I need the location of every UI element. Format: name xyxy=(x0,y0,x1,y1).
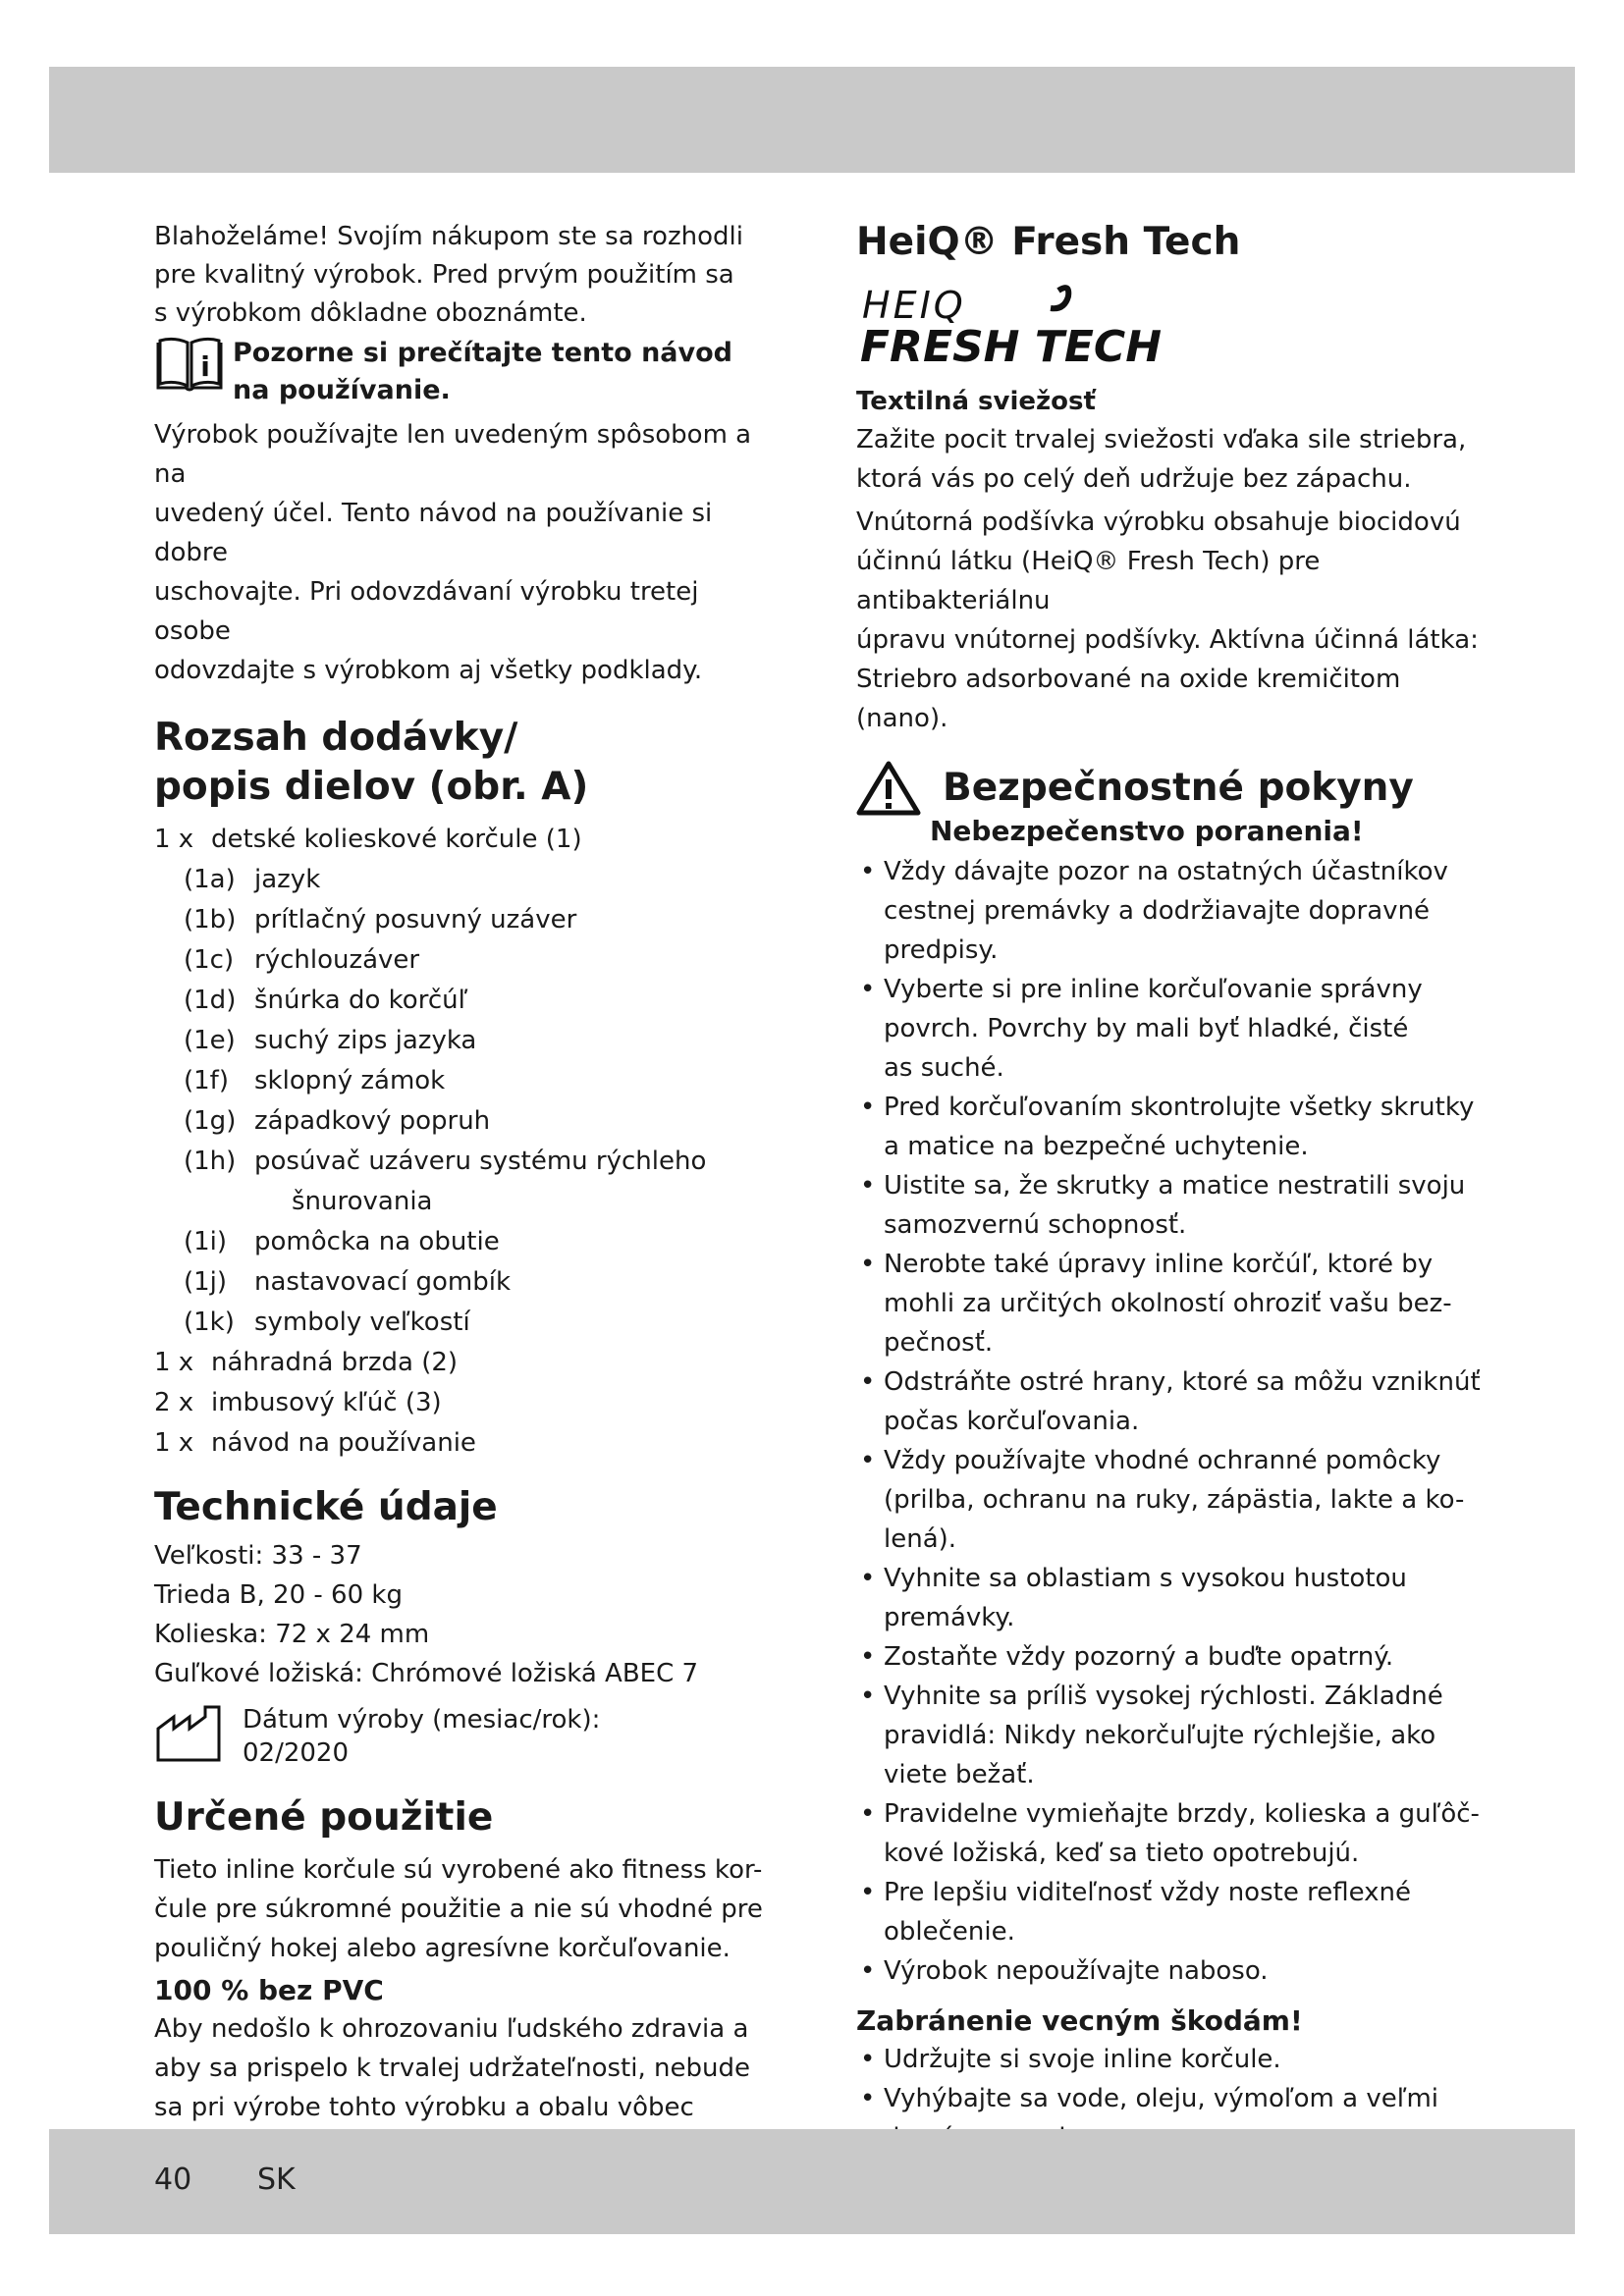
list-item: (1i) pomôcka na obutie xyxy=(184,1227,500,1256)
list-item: • Zostaňte vždy pozorný a buďte opatrný. xyxy=(856,1637,1494,1677)
list-item-continuation: šnurovania xyxy=(292,1187,433,1216)
manufacture-date xyxy=(154,1703,781,1770)
list-item: (1f) sklopný zámok xyxy=(184,1066,446,1095)
list-item: 1 x detské kolieskové korčule (1) xyxy=(154,825,582,854)
left-column xyxy=(154,218,781,2166)
safety-heading-row xyxy=(856,760,1494,817)
factory-icon xyxy=(154,1703,229,1764)
list-item: 1 x návod na používanie xyxy=(154,1428,476,1458)
damage-heading: Zabránenie vecným škodám! xyxy=(856,2004,1303,2037)
list-item: • Vyhnite sa oblastiam s vysokou hustotou premávky. xyxy=(856,1559,1494,1637)
lining-paragraph: Vnútorná podšívka výrobku obsahuje biocidovú účinnú látku (HeiQ® Fresh Tech) pre antibakteriálnu úpravu vnútornej podšívky. Aktívna účinná látka: Striebro adsorbované na oxide kremičitom (nano). xyxy=(856,507,1479,733)
list-item: • Pred korčuľovaním skontrolujte všetky skrutky a matice na bezpečné uchytenie. xyxy=(856,1088,1494,1166)
freshness-paragraph: Zažite pocit trvalej sviežosti vďaka sile striebra, ktorá vás po celý deň udržuje bez zápachu. xyxy=(856,425,1467,494)
list-item: (1a) jazyk xyxy=(184,865,321,894)
intended-use-heading: Určené použitie xyxy=(154,1795,494,1840)
tech-heading: Technické údaje xyxy=(154,1485,498,1529)
parts-list xyxy=(154,820,781,1464)
list-item: (1b) prítlačný posuvný uzáver xyxy=(184,905,577,934)
list-item: (1c) rýchlouzáver xyxy=(184,945,420,975)
list-item: • Vyhnite sa príliš vysokej rýchlosti. Základné pravidlá: Nikdy nekorčuľujte rýchlejšie, ako viete bežať. xyxy=(856,1677,1494,1794)
heiq-heading: HeiQ® Fresh Tech xyxy=(856,220,1241,264)
read-manual-notice xyxy=(154,335,781,409)
list-item: (1d) šnúrka do korčúľ xyxy=(184,986,468,1015)
list-item: (1e) suchý zips jazyka xyxy=(184,1026,477,1055)
heiq-fresh-tech-logo xyxy=(856,279,1249,369)
safety-heading: Bezpečnostné pokyny xyxy=(943,766,1414,810)
list-item: • Výrobok nepoužívajte naboso. xyxy=(856,1951,1494,1991)
list-item: (1j) nastavovací gombík xyxy=(184,1267,512,1297)
svg-text:i: i xyxy=(200,350,210,383)
svg-text:FRESH TECH: FRESH TECH xyxy=(860,322,1163,369)
list-item: 1 x náhradná brzda (2) xyxy=(154,1348,459,1377)
list-item: • Uistite sa, že skrutky a matice nestratili svoju samozvernú schopnosť. xyxy=(856,1166,1494,1245)
list-item: (1h) posúvač uzáveru systému rýchleho xyxy=(184,1147,707,1176)
list-item: • Pravidelne vymieňajte brzdy, kolieska a guľôč- kové ložiská, keď sa tieto opotrebujú. xyxy=(856,1794,1494,1873)
language-code: SK xyxy=(257,2163,296,2197)
warning-icon xyxy=(856,760,921,817)
pvc-heading: 100 % bez PVC xyxy=(154,1974,384,2006)
list-item: (1k) symboly veľkostí xyxy=(184,1308,470,1337)
page-number: 40 xyxy=(154,2163,192,2197)
intended-use-paragraph: Tieto inline korčule sú vyrobené ako fitness kor- čule pre súkromné použitie a nie sú vhodné pre pouličný hokej alebo agresívne korčuľovanie. xyxy=(154,1855,763,1963)
info-book-icon xyxy=(154,335,225,396)
usage-paragraph: Výrobok používajte len uvedeným spôsobom a na uvedený účel. Tento návod na používanie si dobre uschovajte. Pri odovzdávaní výrobku tretej osobe odovzdajte s výrobkom aj všetky podklady. xyxy=(154,420,752,685)
danger-heading: Nebezpečenstvo poranenia! xyxy=(930,815,1364,847)
list-item: • Vyhýbajte sa vode, oleju, výmoľom a veľmi xyxy=(856,2079,1494,2158)
date-text: Dátum výroby (mesiac/rok): 02/2020 xyxy=(243,1705,601,1768)
list-item: • Odstráňte ostré hrany, ktoré sa môžu vzniknúť počas korčuľovania. xyxy=(856,1362,1494,1441)
list-item: • Vždy dávajte pozor na ostatných účastníkov cestnej premávky a dodržiavajte dopravné predpisy. xyxy=(856,852,1494,970)
notice-text: Pozorne si prečítajte tento návod na používanie. xyxy=(233,338,733,405)
safety-list xyxy=(856,852,1494,1991)
header-band xyxy=(49,67,1575,173)
right-column xyxy=(856,218,1494,2158)
list-item: • Pre lepšiu viditeľnosť vždy noste reflexné oblečenie. xyxy=(856,1873,1494,1951)
freshness-heading: Textilná sviežosť xyxy=(856,387,1096,416)
tech-specs: Veľkosti: 33 - 37 Trieda B, 20 - 60 kg Kolieska: 72 x 24 mm Guľkové ložiská: Chrómové ložiská ABEC 7 xyxy=(154,1541,699,1688)
heiq-logo xyxy=(856,279,1494,373)
list-item: • Udržujte si svoje inline korčule. xyxy=(856,2040,1494,2079)
list-item: 2 x imbusový kľúč (3) xyxy=(154,1388,442,1417)
scope-heading: Rozsah dodávky/ popis dielov (obr. A) xyxy=(154,716,589,809)
list-item: • Nerobte také úpravy inline korčúľ, ktoré by mohli za určitých okolností ohroziť vašu bez- pečnosť. xyxy=(856,1245,1494,1362)
intro-paragraph: Blahoželáme! Svojím nákupom ste sa rozhodli pre kvalitný výrobok. Pred prvým použitím sa s výrobkom dôkladne oboznámte. xyxy=(154,222,743,328)
pvc-paragraph: Aby nedošlo k ohrozovaniu ľudského zdravia a aby sa prispelo k trvalej udržateľnosti, nebude sa pri výrobe tohto výrobku a obalu vôbec xyxy=(154,2014,750,2122)
svg-text:HEIQ: HEIQ xyxy=(862,284,966,327)
list-item: • Vždy používajte vhodné ochranné pomôcky (prilba, ochranu na ruky, zápästia, lakte a ko- lená). xyxy=(856,1441,1494,1559)
list-item: (1g) západkový popruh xyxy=(184,1106,491,1136)
list-item: • Vyberte si pre inline korčuľovanie správny povrch. Povrchy by mali byť hladké, čisté as suché. xyxy=(856,970,1494,1088)
